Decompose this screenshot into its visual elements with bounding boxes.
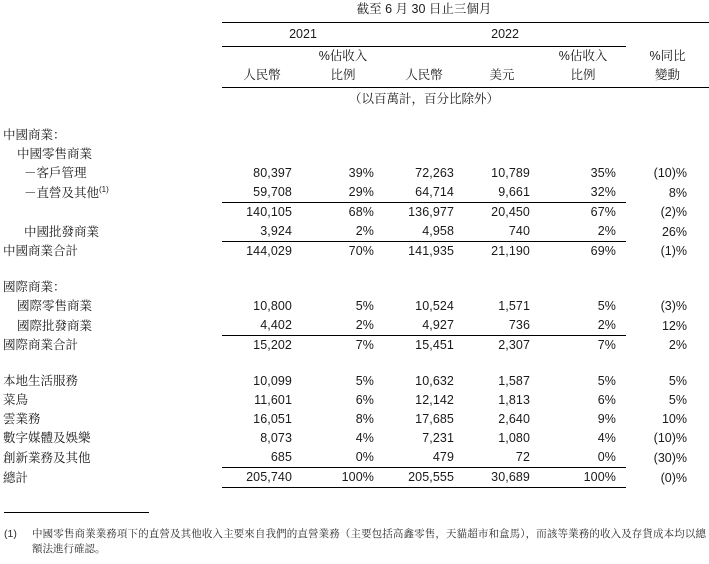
- cell-value: [464, 145, 540, 164]
- cell-value: [384, 278, 464, 297]
- cell-value: (0)%: [660, 470, 687, 485]
- cell-value: [626, 126, 709, 145]
- cell-value: 5%: [668, 374, 687, 388]
- footnote-reference: (1): [99, 184, 109, 194]
- row-label: 國際商業合計: [3, 338, 79, 352]
- cell-value: [464, 278, 540, 297]
- year-row-spacer: [0, 23, 222, 47]
- cell-value: [464, 126, 540, 145]
- section-gap: [0, 261, 709, 278]
- header-period-row: [0, 0, 709, 23]
- cell-value: 8,073: [260, 431, 292, 445]
- cell-value: (10)%: [653, 431, 687, 445]
- gap-cell: [0, 109, 709, 126]
- table-row: [0, 336, 709, 356]
- footnote-text: 中國零售商業業務項下的直營及其他收入主要來自我們的直營業務（主要包括高鑫零售，天貓超市和盒馬），而該等業務的收入及存貨成本均以總額法進行確認。: [32, 528, 706, 555]
- cell-value: (1)%: [660, 244, 687, 258]
- cell-value: [302, 145, 384, 164]
- cell-value: 8%: [668, 185, 687, 200]
- cell-value: 68%: [302, 203, 384, 223]
- cell-value: 20,450: [464, 203, 540, 223]
- year-group-2021: 2021: [222, 23, 384, 47]
- cell-value: 9,661: [498, 185, 530, 199]
- table-row: [0, 410, 709, 429]
- cell-value: 5%: [668, 393, 687, 407]
- cell-value: 136,977: [384, 203, 464, 223]
- row-label: －客戶管理: [24, 166, 87, 180]
- cell-value: 7,231: [422, 431, 454, 445]
- cell-value: 67%: [540, 203, 626, 223]
- unit-note: （以百萬計，百分比除外）: [349, 92, 500, 106]
- cell-value: 12%: [661, 318, 687, 333]
- cell-value: 140,105: [222, 203, 302, 223]
- table-row: [0, 242, 709, 262]
- row-label: 數字媒體及娛樂: [3, 431, 91, 445]
- cell-value: 2,640: [498, 412, 530, 426]
- cell-value: 144,029: [222, 242, 302, 262]
- cell-value: 0%: [355, 450, 374, 464]
- section-gap-cell: [0, 261, 709, 278]
- cell-value: 15,202: [222, 336, 302, 356]
- row-label: 國際零售商業: [17, 299, 93, 313]
- cell-value: 1,080: [498, 431, 530, 445]
- cell-value: 26%: [661, 224, 687, 239]
- table-row: [0, 126, 709, 145]
- cell-value: 6%: [597, 393, 616, 407]
- cell-value: 4,927: [422, 318, 454, 332]
- col-head-rmb-2021: [222, 47, 302, 88]
- cell-value: 736: [508, 318, 530, 332]
- cell-value: (30)%: [653, 450, 687, 465]
- col-head-yoy-line2: 變動: [655, 68, 681, 82]
- cell-value: 8%: [355, 412, 374, 426]
- col-head-rmb-2022-text: 人民幣: [405, 68, 443, 82]
- header-unit-row: [0, 88, 709, 110]
- row-label: 總計: [3, 470, 29, 485]
- row-label: －直營及其他$^{(1)}$: [24, 184, 109, 200]
- table-row: [0, 391, 709, 410]
- cell-value: 1,813: [498, 393, 530, 407]
- cell-value: 2%: [597, 224, 616, 238]
- cell-value: 2%: [597, 318, 616, 332]
- cell-value: 5%: [355, 374, 374, 388]
- table-row: [0, 372, 709, 391]
- group-gap-cell: [0, 355, 709, 372]
- cell-value: 70%: [302, 242, 384, 262]
- cell-value: [222, 278, 302, 297]
- cell-value: 141,935: [384, 242, 464, 262]
- unit-row-spacer: [0, 88, 222, 110]
- table-row: [0, 145, 709, 164]
- cell-value: 72: [515, 450, 530, 464]
- year-row-spacer-right: [626, 23, 709, 47]
- col-head-rmb-2021-text: 人民幣: [243, 68, 281, 82]
- cell-value: [302, 126, 384, 145]
- cell-value: 100%: [302, 468, 384, 488]
- header-body-gap: [0, 109, 709, 126]
- cell-value: 2,307: [464, 336, 540, 356]
- cell-value: 685: [270, 450, 292, 464]
- row-label: 雲業務: [3, 412, 41, 426]
- col-head-usd-2022: [464, 47, 540, 88]
- col-head-pct-2022: [540, 47, 626, 88]
- table-row: [0, 278, 709, 297]
- cell-value: 1,587: [498, 374, 530, 388]
- row-label: 菜鳥: [3, 393, 29, 407]
- cell-value: 69%: [540, 242, 626, 262]
- col-head-yoy: [626, 47, 709, 88]
- cell-value: 205,740: [222, 468, 302, 488]
- table-row: [0, 164, 709, 183]
- cell-value: 4,958: [422, 224, 454, 238]
- segment-revenue-table: [0, 0, 709, 126]
- period-title: 截至 6 月 30 日止三個月: [356, 2, 492, 16]
- cell-value: 479: [432, 450, 454, 464]
- cell-value: 2%: [355, 224, 374, 238]
- cell-value: 4%: [355, 431, 374, 445]
- table-row: [0, 222, 709, 242]
- cell-value: 16,051: [253, 412, 292, 426]
- cell-value: 39%: [348, 166, 374, 180]
- col-head-pct-2022-line1: %佔收入: [558, 49, 608, 63]
- row-label: 國際商業：: [3, 280, 66, 294]
- header-year-row: [0, 23, 709, 47]
- cell-value: 10,099: [253, 374, 292, 388]
- table-row: [0, 297, 709, 316]
- cell-value: 10,800: [253, 299, 292, 313]
- cell-value: 29%: [348, 185, 374, 199]
- cell-value: 30,689: [464, 468, 540, 488]
- col-head-pct-2021-line2: 比例: [330, 68, 356, 82]
- header-spacer-cell-right: [626, 0, 709, 23]
- col-head-pct-2021: [302, 47, 384, 88]
- cell-value: 4%: [597, 431, 616, 445]
- cell-value: 4,402: [260, 318, 292, 332]
- row-label: 中國商業：: [3, 128, 66, 142]
- footnote: [4, 527, 706, 557]
- cell-value: (2)%: [660, 205, 687, 219]
- cell-value: 3,924: [260, 224, 292, 238]
- cell-value: 59,708: [253, 185, 292, 199]
- cell-value: [384, 126, 464, 145]
- group-gap: [0, 355, 709, 372]
- cell-value: 10,632: [415, 374, 454, 388]
- cell-value: 72,263: [415, 166, 454, 180]
- cell-value: [302, 278, 384, 297]
- cell-value: 10%: [661, 412, 687, 426]
- column-row-spacer: [0, 47, 222, 88]
- col-head-pct-2021-line1: %佔收入: [318, 49, 368, 63]
- cell-value: 11,601: [254, 393, 292, 407]
- cell-value: 0%: [597, 450, 616, 464]
- row-label: [0, 203, 222, 223]
- year-group-2022: 2022: [384, 23, 626, 47]
- segment-revenue-body: [0, 126, 709, 488]
- cell-value: 740: [508, 224, 530, 238]
- row-label: 中國商業合計: [3, 244, 79, 258]
- row-label: 中國批發商業: [24, 224, 100, 239]
- cell-value: 7%: [540, 336, 626, 356]
- cell-value: 64,714: [415, 185, 454, 199]
- cell-value: 1,571: [498, 299, 530, 313]
- cell-value: 7%: [302, 336, 384, 356]
- table-row: [0, 316, 709, 336]
- cell-value: 12,142: [415, 393, 454, 407]
- cell-value: 6%: [355, 393, 374, 407]
- cell-value: (3)%: [660, 299, 687, 313]
- cell-value: 80,397: [253, 166, 292, 180]
- row-label: 中國零售商業: [17, 147, 93, 161]
- cell-value: 2%: [355, 318, 374, 332]
- cell-value: 32%: [590, 185, 616, 199]
- cell-value: 2%: [668, 338, 687, 352]
- cell-value: 5%: [355, 299, 374, 313]
- table-row: [0, 429, 709, 448]
- cell-value: [222, 126, 302, 145]
- cell-value: 5%: [597, 299, 616, 313]
- cell-value: 205,555: [384, 468, 464, 488]
- cell-value: 21,190: [464, 242, 540, 262]
- table-row: [0, 203, 709, 223]
- header-columns-row: [0, 47, 709, 88]
- cell-value: [384, 145, 464, 164]
- footnote-separator: [4, 512, 149, 513]
- row-label: 國際批發商業: [17, 318, 93, 333]
- table-row: [0, 448, 709, 468]
- cell-value: 15,451: [384, 336, 464, 356]
- col-head-usd-2022-text: 美元: [489, 68, 515, 82]
- header-spacer-cell: [0, 0, 222, 23]
- col-head-yoy-line1: %同比: [649, 49, 686, 63]
- table-row: [0, 468, 709, 488]
- cell-value: 35%: [590, 166, 616, 180]
- cell-value: [540, 278, 626, 297]
- row-label: 本地生活服務: [3, 374, 79, 388]
- cell-value: 100%: [540, 468, 626, 488]
- row-label: 創新業務及其他: [3, 450, 91, 465]
- cell-value: (10)%: [653, 166, 687, 180]
- footnote-marker: (1): [4, 528, 17, 540]
- table-row: [0, 183, 709, 203]
- cell-value: 10,524: [415, 299, 454, 313]
- cell-value: [626, 278, 709, 297]
- cell-value: 17,685: [415, 412, 454, 426]
- unit-row-spacer-right: [626, 88, 709, 110]
- cell-value: [222, 145, 302, 164]
- col-head-pct-2022-line2: 比例: [570, 68, 596, 82]
- cell-value: [540, 126, 626, 145]
- cell-value: [540, 145, 626, 164]
- cell-value: 10,789: [491, 166, 530, 180]
- col-head-rmb-2022: [384, 47, 464, 88]
- cell-value: 9%: [597, 412, 616, 426]
- cell-value: [626, 145, 709, 164]
- cell-value: 5%: [597, 374, 616, 388]
